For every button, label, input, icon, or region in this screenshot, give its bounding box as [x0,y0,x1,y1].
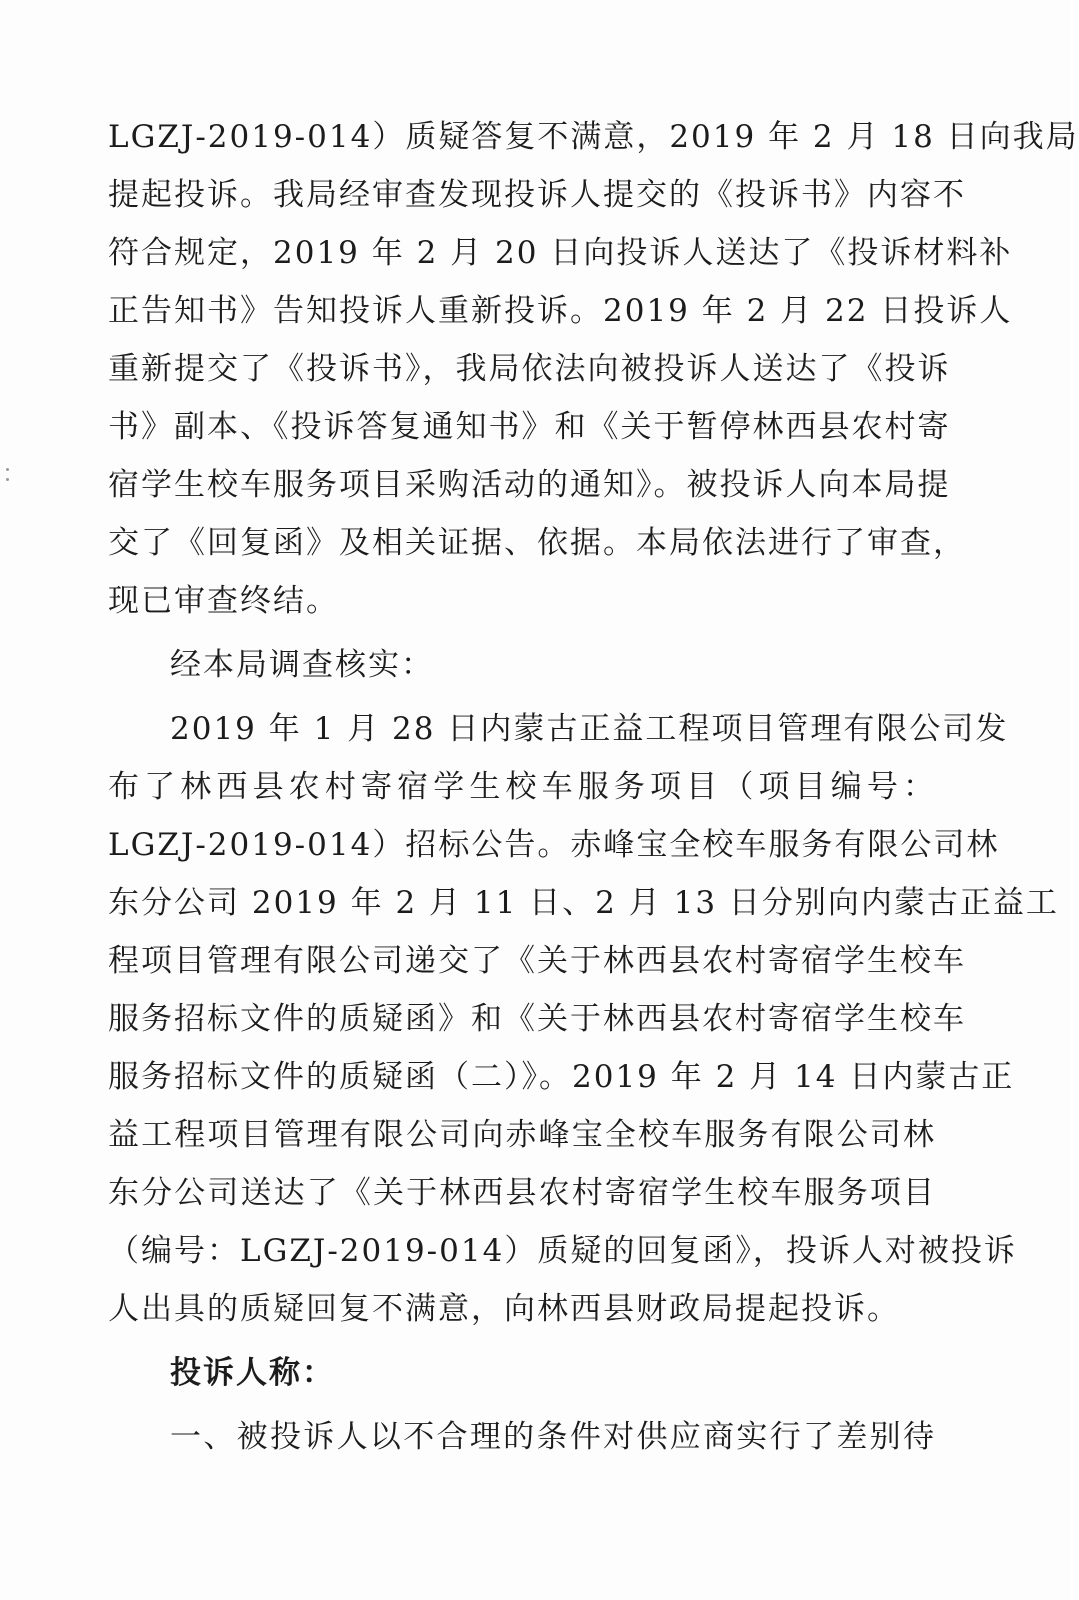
text-line: 服务招标文件的质疑函（二）》。2019 年 2 月 14 日内蒙古正 [108,1059,1015,1095]
text-line: 现已审查终结。 [108,583,339,619]
text-line: 提起投诉。我局经审查发现投诉人提交的《投诉书》内容不 [108,177,966,213]
text-line: 布了林西县农村寄宿学生校车服务项目（项目编号： [108,769,936,805]
text-line: LGZJ-2019-014）招标公告。赤峰宝全校车服务有限公司林 [108,827,1000,863]
scan-speck [6,478,9,481]
text-line: 东分公司送达了《关于林西县农村寄宿学生校车服务项目 [108,1175,936,1211]
text-line: 书》副本、《投诉答复通知书》和《关于暂停林西县农村寄 [108,409,951,445]
text-line: 宿学生校车服务项目采购活动的通知》。被投诉人向本局提 [108,467,951,503]
text-line: 重新提交了《投诉书》，我局依法向被投诉人送达了《投诉 [108,351,951,387]
text-line: 益工程项目管理有限公司向赤峰宝全校车服务有限公司林 [108,1117,936,1153]
text-line: （编号：LGZJ-2019-014）质疑的回复函》，投诉人对被投诉 [108,1233,1017,1269]
text-line: 交了《回复函》及相关证据、依据。本局依法进行了审查， [108,525,966,561]
text-line: 东分公司 2019 年 2 月 11 日、2 月 13 日分别向内蒙古正益工 [108,885,1059,921]
text-line: LGZJ-2019-014）质疑答复不满意，2019 年 2 月 18 日向我局 [108,119,1079,155]
text-line: 正告知书》告知投诉人重新投诉。2019 年 2 月 22 日投诉人 [108,293,1013,329]
section-intro: 经本局调查核实： [170,647,434,683]
text-line: 2019 年 1 月 28 日内蒙古正益工程项目管理有限公司发 [170,711,1009,747]
text-line: 一、被投诉人以不合理的条件对供应商实行了差别待 [170,1419,936,1455]
text-line: 程项目管理有限公司递交了《关于林西县农村寄宿学生校车 [108,943,966,979]
text-line: 符合规定，2019 年 2 月 20 日向投诉人送达了《投诉材料补 [108,235,1013,271]
document-body [108,108,1079,1466]
scan-speck [6,468,9,471]
text-line: 服务招标文件的质疑函》和《关于林西县农村寄宿学生校车 [108,1001,966,1037]
section-heading: 投诉人称： [170,1355,335,1391]
text-line: 人出具的质疑回复不满意，向林西县财政局提起投诉。 [108,1291,900,1327]
